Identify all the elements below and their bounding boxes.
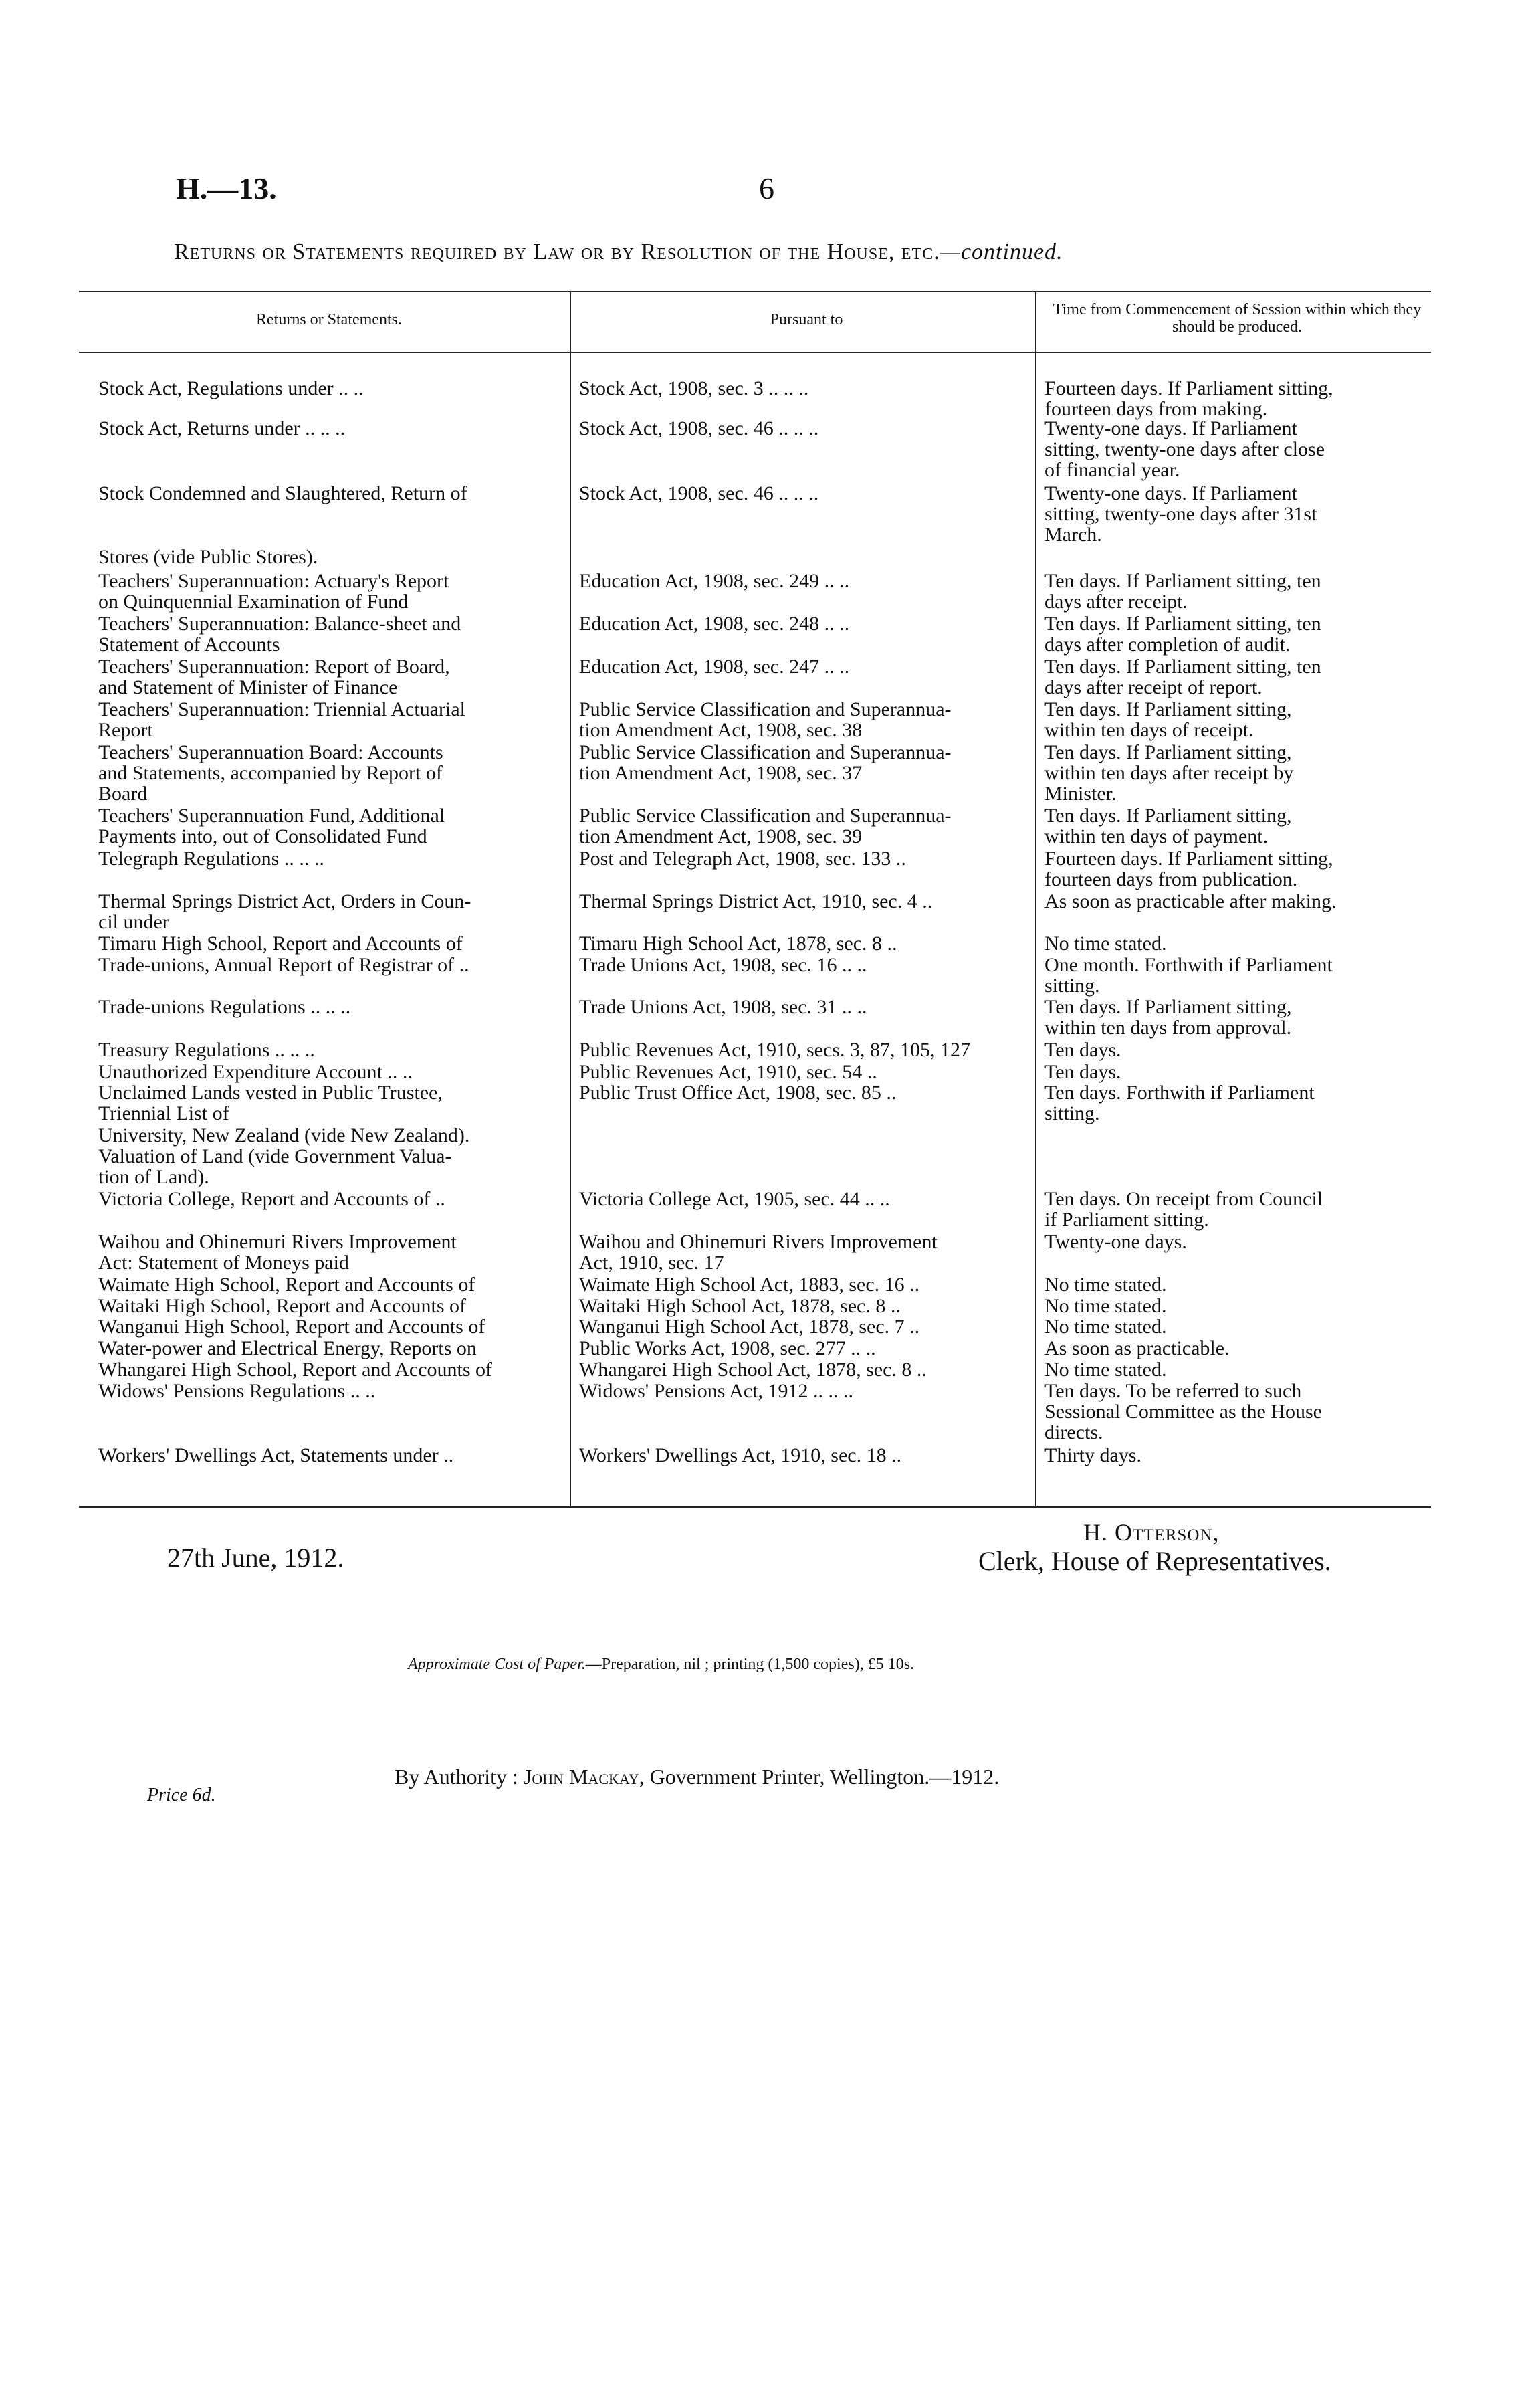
cell-time: No time stated. — [1044, 1359, 1167, 1381]
cell-returns: Telegraph Regulations .. .. .. — [98, 848, 324, 870]
cell-time: Twenty-one days. If Parliament sitting, twenty-one days after 31st March. — [1044, 482, 1317, 546]
heading-continued: —continued. — [940, 239, 1063, 264]
cell-time: Ten days. If Parliament sitting, ten days after completion of audit. — [1044, 613, 1321, 656]
cell-pursuant: Waihou and Ohinemuri Rivers Improvement Act, 1910, sec. 17 — [579, 1231, 938, 1274]
cell-returns: Waitaki High School, Report and Accounts of — [98, 1295, 466, 1317]
cell-returns: Teachers' Superannuation: Triennial Actuarial Report — [98, 698, 465, 741]
cell-time: Ten days. If Parliament sitting, within ten days of payment. — [1044, 805, 1292, 848]
cell-returns: Teachers' Superannuation: Actuary's Report on Quinquennial Examination of Fund — [98, 570, 449, 613]
cell-returns: Waihou and Ohinemuri Rivers Improvement Act: Statement of Moneys paid — [98, 1231, 457, 1274]
cell-returns: Waimate High School, Report and Accounts of — [98, 1274, 475, 1296]
cell-pursuant: Public Trust Office Act, 1908, sec. 85 .. — [579, 1082, 897, 1104]
cell-time: Thirty days. — [1044, 1444, 1141, 1466]
cell-returns: Victoria College, Report and Accounts of .. — [98, 1188, 445, 1210]
cell-returns: Teachers' Superannuation Fund, Additional Payments into, out of Consolidated Fund — [98, 805, 445, 848]
cost-text: —Preparation, nil ; printing (1,500 copies), £5 10s. — [585, 1656, 915, 1673]
cell-pursuant: Victoria College Act, 1905, sec. 44 .. .. — [579, 1188, 890, 1210]
cell-time: Fourteen days. If Parliament sitting, fourteen days from publication. — [1044, 848, 1333, 890]
cell-returns: Trade-unions Regulations .. .. .. — [98, 996, 351, 1018]
printer-imprint — [395, 1765, 999, 1789]
price: Price 6d. — [147, 1785, 216, 1805]
cell-returns: Teachers' Superannuation: Balance-sheet and Statement of Accounts — [98, 613, 461, 656]
cell-pursuant: Public Revenues Act, 1910, secs. 3, 87, 105, 127 — [579, 1039, 970, 1061]
column-header-time: Time from Commencement of Session within which they should be produced. — [1053, 301, 1422, 336]
cell-time: One month. Forthwith if Parliament sitting. — [1044, 954, 1333, 997]
cell-returns: Stock Act, Returns under .. .. .. — [98, 417, 346, 439]
cell-time: Ten days. If Parliament sitting, ten days after receipt. — [1044, 570, 1321, 613]
cell-returns: Unauthorized Expenditure Account .. .. — [98, 1061, 413, 1083]
cell-time: Twenty-one days. — [1044, 1231, 1187, 1253]
cell-time: Ten days. If Parliament sitting, within ten days from approval. — [1044, 996, 1292, 1039]
authority-prefix: By Authority : — [395, 1765, 518, 1789]
cell-pursuant: Waimate High School Act, 1883, sec. 16 .. — [579, 1274, 920, 1296]
cell-pursuant: Public Service Classification and Superannua- tion Amendment Act, 1908, sec. 39 — [579, 805, 952, 848]
cell-pursuant: Stock Act, 1908, sec. 46 .. .. .. — [579, 482, 819, 504]
cell-pursuant: Education Act, 1908, sec. 249 .. .. — [579, 570, 850, 592]
document-date: 27th June, 1912. — [167, 1543, 344, 1573]
column-header-returns: Returns or Statements. — [256, 311, 402, 328]
cell-returns: Workers' Dwellings Act, Statements under .. — [98, 1444, 454, 1466]
cell-time: No time stated. — [1044, 1316, 1167, 1338]
cell-pursuant: Education Act, 1908, sec. 247 .. .. — [579, 656, 850, 678]
cell-pursuant: Public Service Classification and Superannua- tion Amendment Act, 1908, sec. 38 — [579, 698, 952, 741]
page-heading — [174, 239, 1378, 265]
cell-time: Ten days. To be referred to such Sessional Committee as the House directs. — [1044, 1380, 1322, 1444]
column-divider-2 — [1035, 291, 1036, 1506]
cell-returns: Stock Act, Regulations under .. .. — [98, 377, 364, 399]
cell-pursuant: Public Works Act, 1908, sec. 277 .. .. — [579, 1337, 876, 1359]
cell-pursuant: Waitaki High School Act, 1878, sec. 8 .. — [579, 1295, 901, 1317]
cell-pursuant: Trade Unions Act, 1908, sec. 31 .. .. — [579, 996, 867, 1018]
cell-pursuant: Public Revenues Act, 1910, sec. 54 .. — [579, 1061, 877, 1083]
table-bottom-rule — [79, 1506, 1431, 1508]
table-header-rule — [79, 352, 1431, 353]
cell-returns: Timaru High School, Report and Accounts of — [98, 932, 463, 955]
clerk-title: Clerk, House of Representatives. — [978, 1546, 1331, 1576]
authority-suffix: Government Printer, Wellington.—1912. — [649, 1765, 1000, 1789]
cell-time: Ten days. — [1044, 1039, 1121, 1061]
cell-pursuant: Thermal Springs District Act, 1910, sec. 4 .. — [579, 890, 933, 912]
cell-pursuant: Public Service Classification and Superannua- tion Amendment Act, 1908, sec. 37 — [579, 741, 952, 784]
cell-time: As soon as practicable. — [1044, 1337, 1230, 1359]
cell-returns: Stock Condemned and Slaughtered, Return of — [98, 482, 467, 504]
cell-pursuant: Education Act, 1908, sec. 248 .. .. — [579, 613, 850, 635]
cell-pursuant: Timaru High School Act, 1878, sec. 8 .. — [579, 932, 897, 955]
cell-pursuant: Whangarei High School Act, 1878, sec. 8 .. — [579, 1359, 927, 1381]
column-divider-1 — [570, 291, 571, 1506]
heading-text: Returns or Statements required by Law or by Resolution of the House, etc. — [174, 239, 940, 264]
cell-time: Twenty-one days. If Parliament sitting, twenty-one days after close of financial year. — [1044, 417, 1325, 481]
cell-pursuant: Trade Unions Act, 1908, sec. 16 .. .. — [579, 954, 867, 976]
cell-time: Ten days. If Parliament sitting, within ten days after receipt by Minister. — [1044, 741, 1294, 805]
cell-time: Ten days. On receipt from Council if Parliament sitting. — [1044, 1188, 1323, 1231]
clerk-name: H. Otterson, — [1083, 1519, 1220, 1546]
cell-pursuant: Post and Telegraph Act, 1908, sec. 133 .. — [579, 848, 906, 870]
cell-time: Ten days. Forthwith if Parliament sitting. — [1044, 1082, 1315, 1124]
cell-pursuant: Stock Act, 1908, sec. 3 .. .. .. — [579, 377, 809, 399]
cell-returns: Wanganui High School, Report and Accounts of — [98, 1316, 485, 1338]
cell-time: Ten days. — [1044, 1061, 1121, 1083]
cost-note — [408, 1656, 914, 1674]
cell-returns: Stores (vide Public Stores). — [98, 546, 318, 568]
table-top-rule — [79, 291, 1431, 292]
cell-returns: Teachers' Superannuation: Report of Board, and Statement of Minister of Finance — [98, 656, 450, 698]
cell-returns: Treasury Regulations .. .. .. — [98, 1039, 315, 1061]
cell-time: Ten days. If Parliament sitting, within ten days of receipt. — [1044, 698, 1292, 741]
cell-returns: Valuation of Land (vide Government Valua- tion of Land). — [98, 1145, 452, 1188]
cell-time: Ten days. If Parliament sitting, ten days after receipt of report. — [1044, 656, 1321, 698]
cell-returns: Trade-unions, Annual Report of Registrar of .. — [98, 954, 469, 976]
cell-pursuant: Workers' Dwellings Act, 1910, sec. 18 .. — [579, 1444, 902, 1466]
cell-returns: Widows' Pensions Regulations .. .. — [98, 1380, 376, 1402]
cell-pursuant: Wanganui High School Act, 1878, sec. 7 .. — [579, 1316, 920, 1338]
document-code: H.—13. — [176, 171, 277, 205]
printer-name: John Mackay, — [523, 1765, 645, 1789]
cell-time: No time stated. — [1044, 932, 1167, 955]
page-number: 6 — [759, 171, 774, 205]
column-header-pursuant: Pursuant to — [770, 311, 843, 328]
cell-returns: Unclaimed Lands vested in Public Trustee, Triennial List of — [98, 1082, 443, 1124]
cell-pursuant: Widows' Pensions Act, 1912 .. .. .. — [579, 1380, 854, 1402]
cell-returns: Water-power and Electrical Energy, Reports on — [98, 1337, 477, 1359]
cell-time: No time stated. — [1044, 1295, 1167, 1317]
cost-label: Approximate Cost of Paper. — [408, 1656, 586, 1673]
cell-pursuant: Stock Act, 1908, sec. 46 .. .. .. — [579, 417, 819, 439]
cell-time: As soon as practicable after making. — [1044, 890, 1337, 912]
cell-time: No time stated. — [1044, 1274, 1167, 1296]
cell-returns: University, New Zealand (vide New Zealand). — [98, 1124, 470, 1147]
cell-returns: Thermal Springs District Act, Orders in Coun- cil under — [98, 890, 471, 933]
cell-time: Fourteen days. If Parliament sitting, fourteen days from making. — [1044, 377, 1333, 420]
cell-returns: Whangarei High School, Report and Accounts of — [98, 1359, 493, 1381]
cell-returns: Teachers' Superannuation Board: Accounts and Statements, accompanied by Report of Board — [98, 741, 443, 805]
